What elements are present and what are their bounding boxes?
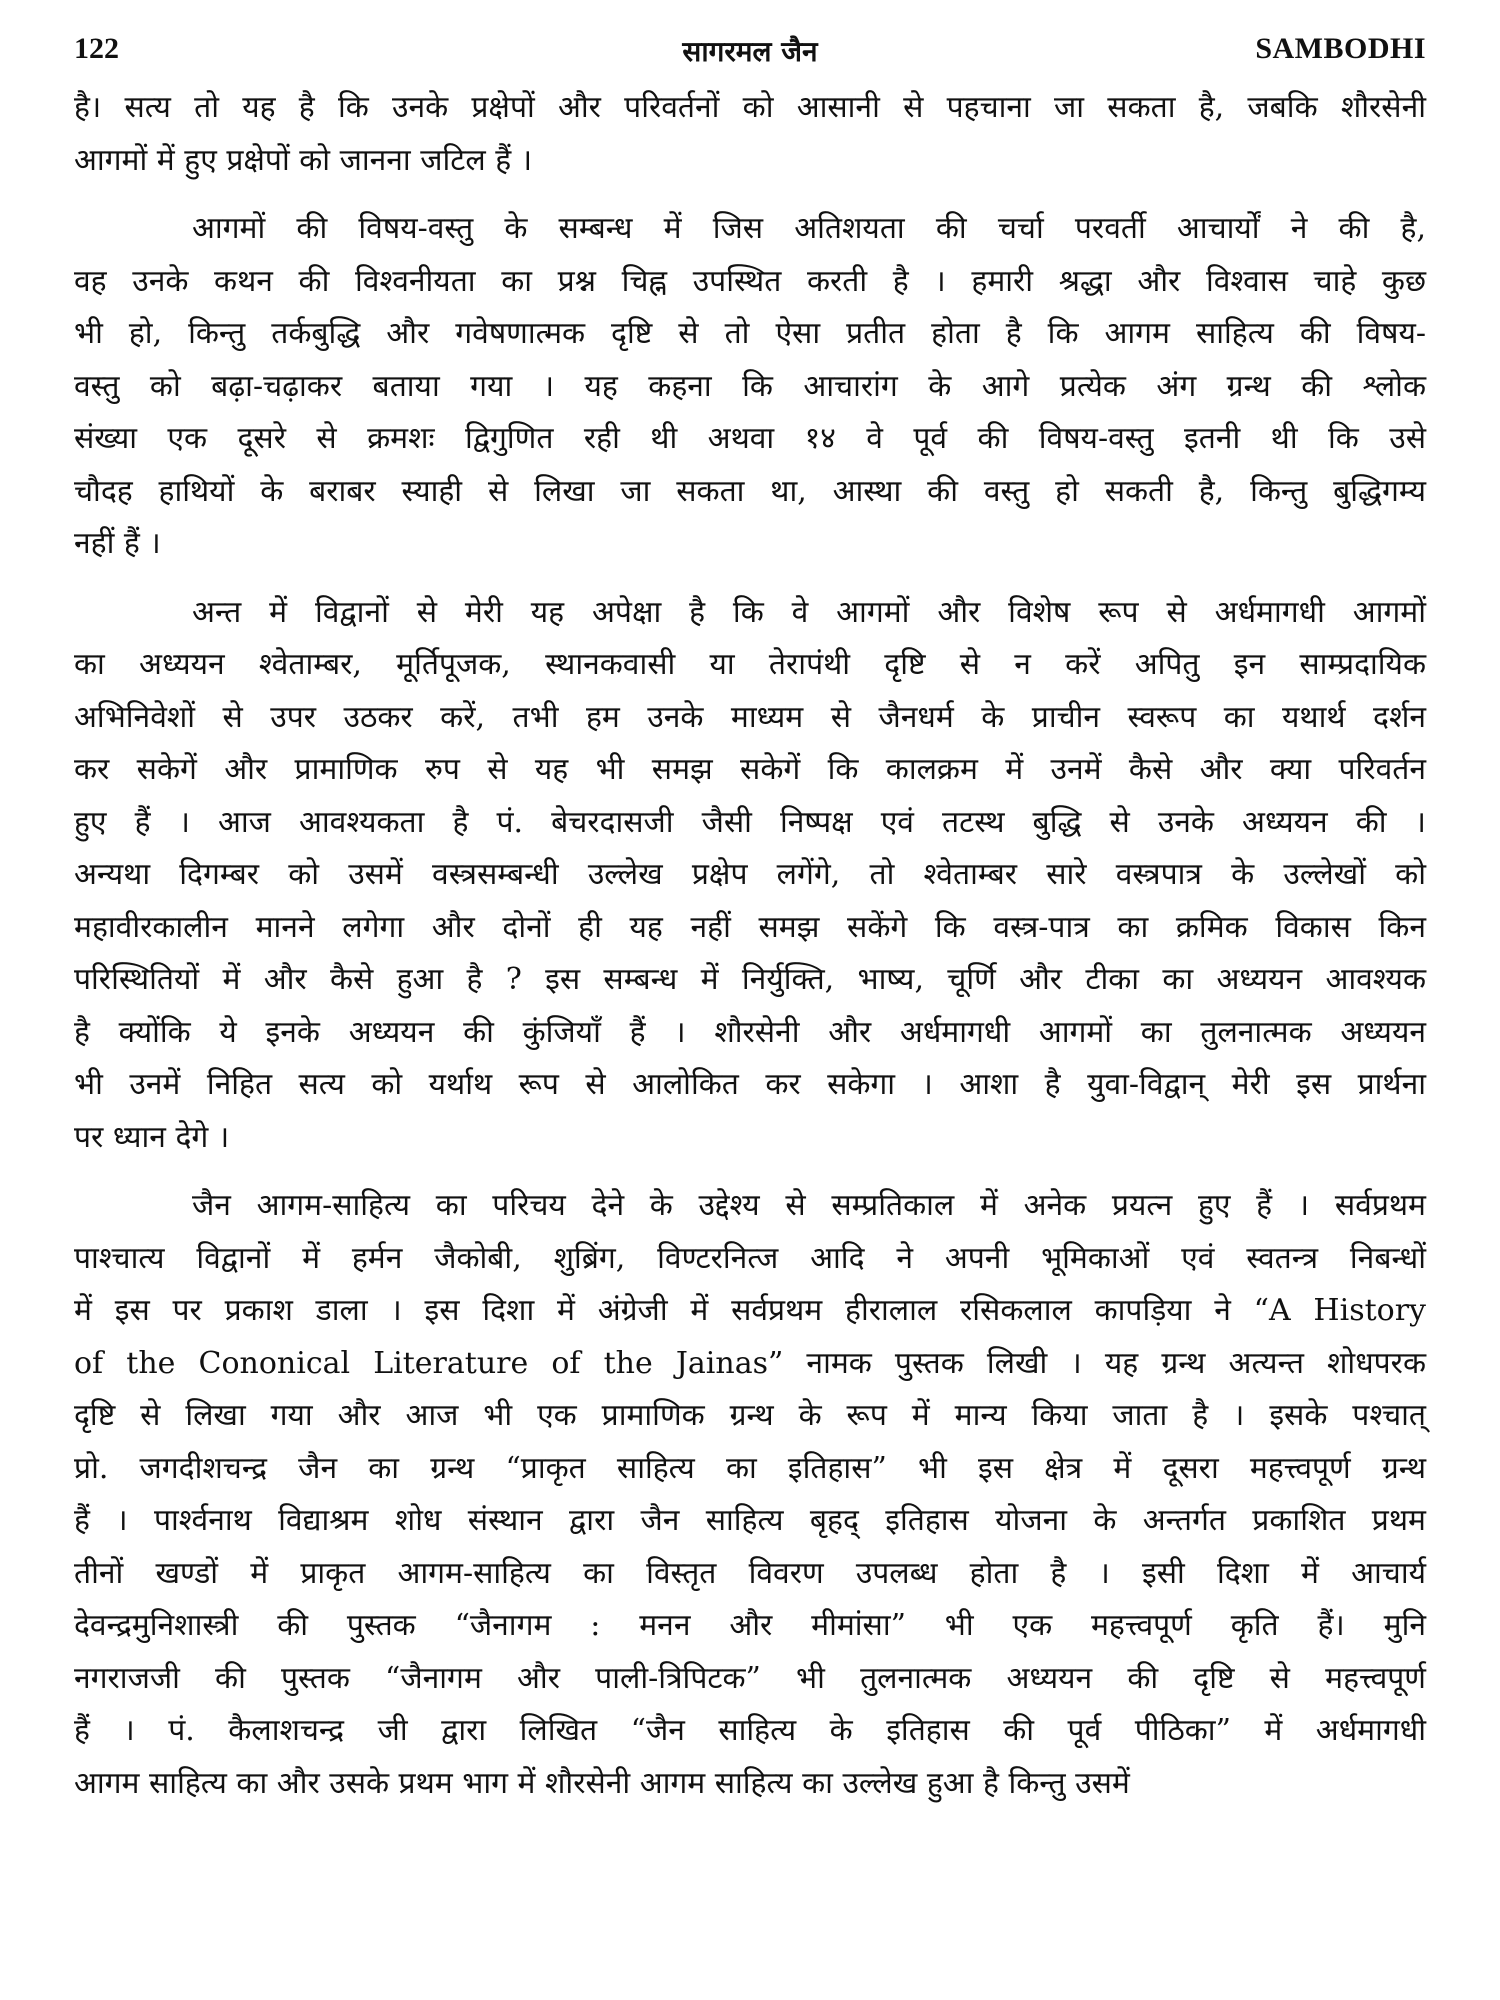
text-line: परिस्थितियों में और कैसे हुआ है ? इस सम्बन्ध में निर्युक्ति, भाष्य, चूर्णि और टीका का अध्ययन आवश्यक bbox=[74, 962, 1426, 997]
text-line: है क्योंकि ये इनके अध्ययन की कुंजियाँ हैं । शौरसेनी और अर्धमागधी आगमों का तुलनात्मक अध्ययन bbox=[74, 1014, 1426, 1050]
text-line: में इस पर प्रकाश डाला । इस दिशा में अंग्रेजी में सर्वप्रथम हीरालाल रसिकलाल कापड़िया ने “A History bbox=[74, 1293, 1426, 1328]
text-line: महावीरकालीन मानने लगेगा और दोनों ही यह नहीं समझ सकेंगे कि वस्त्र-पात्र का क्रमिक विकास किन bbox=[74, 909, 1426, 945]
text-line: भी उनमें निहित सत्य को यर्थाथ रूप से आलोकित कर सकेगा । आशा है युवा-विद्वान् मेरी इस प्रार्थना bbox=[74, 1067, 1426, 1102]
text-line: तीनों खण्डों में प्राकृत आगम-साहित्य का विस्तृत विवरण उपलब्ध होता है । इसी दिशा में आचार्य bbox=[74, 1555, 1426, 1591]
text-line: अन्यथा दिगम्बर को उसमें वस्त्रसम्बन्धी उल्लेख प्रक्षेप लगेंगे, तो श्वेताम्बर सारे वस्त्रपात्र के उल्लेखों को bbox=[74, 857, 1426, 892]
text-line: हैं । पं. कैलाशचन्द्र जी द्वारा लिखित “जैन साहित्य के इतिहास की पूर्व पीठिका” में अर्धमागधी bbox=[74, 1713, 1426, 1748]
text-line: देवन्द्रमुनिशास्त्री की पुस्तक “जैनागम : मनन और मीमांसा” भी एक महत्त्वपूर्ण कृति हैं। मुनि bbox=[74, 1608, 1426, 1643]
text-line: नहीं हैं । bbox=[74, 526, 161, 561]
text-line: प्रो. जगदीशचन्द्र जैन का ग्रन्थ “प्राकृत साहित्य का इतिहास” भी इस क्षेत्र में दूसरा महत्त्वपूर्ण ग्रन्थ bbox=[74, 1450, 1426, 1486]
running-title-author: सागरमल जैन bbox=[682, 35, 818, 68]
text-line: जैन आगम-साहित्य का परिचय देने के उद्देश्य से सम्प्रतिकाल में अनेक प्रयत्न हुए हैं । सर्वप्रथम bbox=[192, 1188, 1426, 1223]
text-line: पर ध्यान देगे । bbox=[74, 1119, 230, 1155]
document-body bbox=[74, 82, 1426, 1810]
text-line: आगमों में हुए प्रक्षेपों को जानना जटिल हैं । bbox=[74, 142, 533, 178]
text-line: पाश्चात्य विद्वानों में हर्मन जैकोबी, शुब्रिंग, विण्टरनित्ज आदि ने अपनी भूमिकाओं एवं स्वतन्त्र निबन्धों bbox=[74, 1240, 1426, 1276]
text-line: नगराजजी की पुस्तक “जैनागम और पाली-त्रिपिटक” भी तुलनात्मक अध्ययन की दृष्टि से महत्त्वपूर्ण bbox=[74, 1660, 1426, 1696]
text-line: हुए हैं । आज आवश्यकता है पं. बेचरदासजी जैसी निष्पक्ष एवं तटस्थ बुद्धि से उनके अध्ययन की । bbox=[74, 804, 1426, 840]
paragraph bbox=[74, 587, 1426, 1165]
text-line: वह उनके कथन की विश्वनीयता का प्रश्न चिह्न उपस्थित करती है । हमारी श्रद्धा और विश्वास चाहे कुछ bbox=[74, 263, 1426, 299]
text-line: हैं । पार्श्वनाथ विद्याश्रम शोध संस्थान द्वारा जैन साहित्य बृहद् इतिहास योजना के अन्तर्गत प्रकाशित प्रथम bbox=[74, 1503, 1426, 1538]
paragraph bbox=[74, 203, 1426, 571]
text-line: वस्तु को बढ़ा-चढ़ाकर बताया गया । यह कहना कि आचारांग के आगे प्रत्येक अंग ग्रन्थ की श्लोक bbox=[74, 368, 1426, 404]
page bbox=[74, 26, 1426, 1824]
text-line: है। सत्य तो यह है कि उनके प्रक्षेपों और परिवर्तनों को आसानी से पहचाना जा सकता है, जबकि शौरसेनी bbox=[74, 90, 1426, 125]
running-header bbox=[74, 26, 1426, 70]
text-line: of the Cononical Literature of the Jainas” नामक पुस्तक लिखी । यह ग्रन्थ अत्यन्त शोधपरक bbox=[74, 1345, 1426, 1381]
text-line: दृष्टि से लिखा गया और आज भी एक प्रामाणिक ग्रन्थ के रूप में मान्य किया जाता है । इसके पश्चात् bbox=[74, 1398, 1426, 1433]
text-line: आगम साहित्य का और उसके प्रथम भाग में शौरसेनी आगम साहित्य का उल्लेख हुआ है किन्तु उसमें bbox=[74, 1765, 1130, 1801]
text-line: भी हो, किन्तु तर्कबुद्धि और गवेषणात्मक दृष्टि से तो ऐसा प्रतीत होता है कि आगम साहित्य की विषय- bbox=[74, 316, 1426, 351]
text-line: का अध्ययन श्वेताम्बर, मूर्तिपूजक, स्थानकवासी या तेरापंथी दृष्टि से न करें अपितु इन साम्प्रदायिक bbox=[74, 647, 1426, 682]
text-line: कर सकेगें और प्रामाणिक रुप से यह भी समझ सकेगें कि कालक्रम में उनमें कैसे और क्या परिवर्तन bbox=[74, 752, 1426, 787]
text-line: आगमों की विषय-वस्तु के सम्बन्ध में जिस अतिशयता की चर्चा परवर्ती आचार्यों ने की है, bbox=[192, 211, 1426, 246]
journal-name: SAMBODHI bbox=[1255, 32, 1426, 65]
text-line: अन्त में विद्वानों से मेरी यह अपेक्षा है कि वे आगमों और विशेष रूप से अर्धमागधी आगमों bbox=[192, 594, 1426, 630]
paragraph bbox=[74, 1180, 1426, 1810]
text-line: संख्या एक दूसरे से क्रमशः द्विगुणित रही थी अथवा १४ वे पूर्व की विषय-वस्तु इतनी थी कि उसे bbox=[74, 421, 1426, 456]
text-line: चौदह हाथियों के बराबर स्याही से लिखा जा सकता था, आस्था की वस्तु हो सकती है, किन्तु बुद्धिगम्य bbox=[74, 473, 1426, 509]
paragraph bbox=[74, 82, 1426, 187]
page-number: 122 bbox=[74, 32, 119, 65]
text-line: अभिनिवेशों से उपर उठकर करें, तभी हम उनके माध्यम से जैनधर्म के प्राचीन स्वरूप का यथार्थ दर्शन bbox=[74, 699, 1426, 735]
